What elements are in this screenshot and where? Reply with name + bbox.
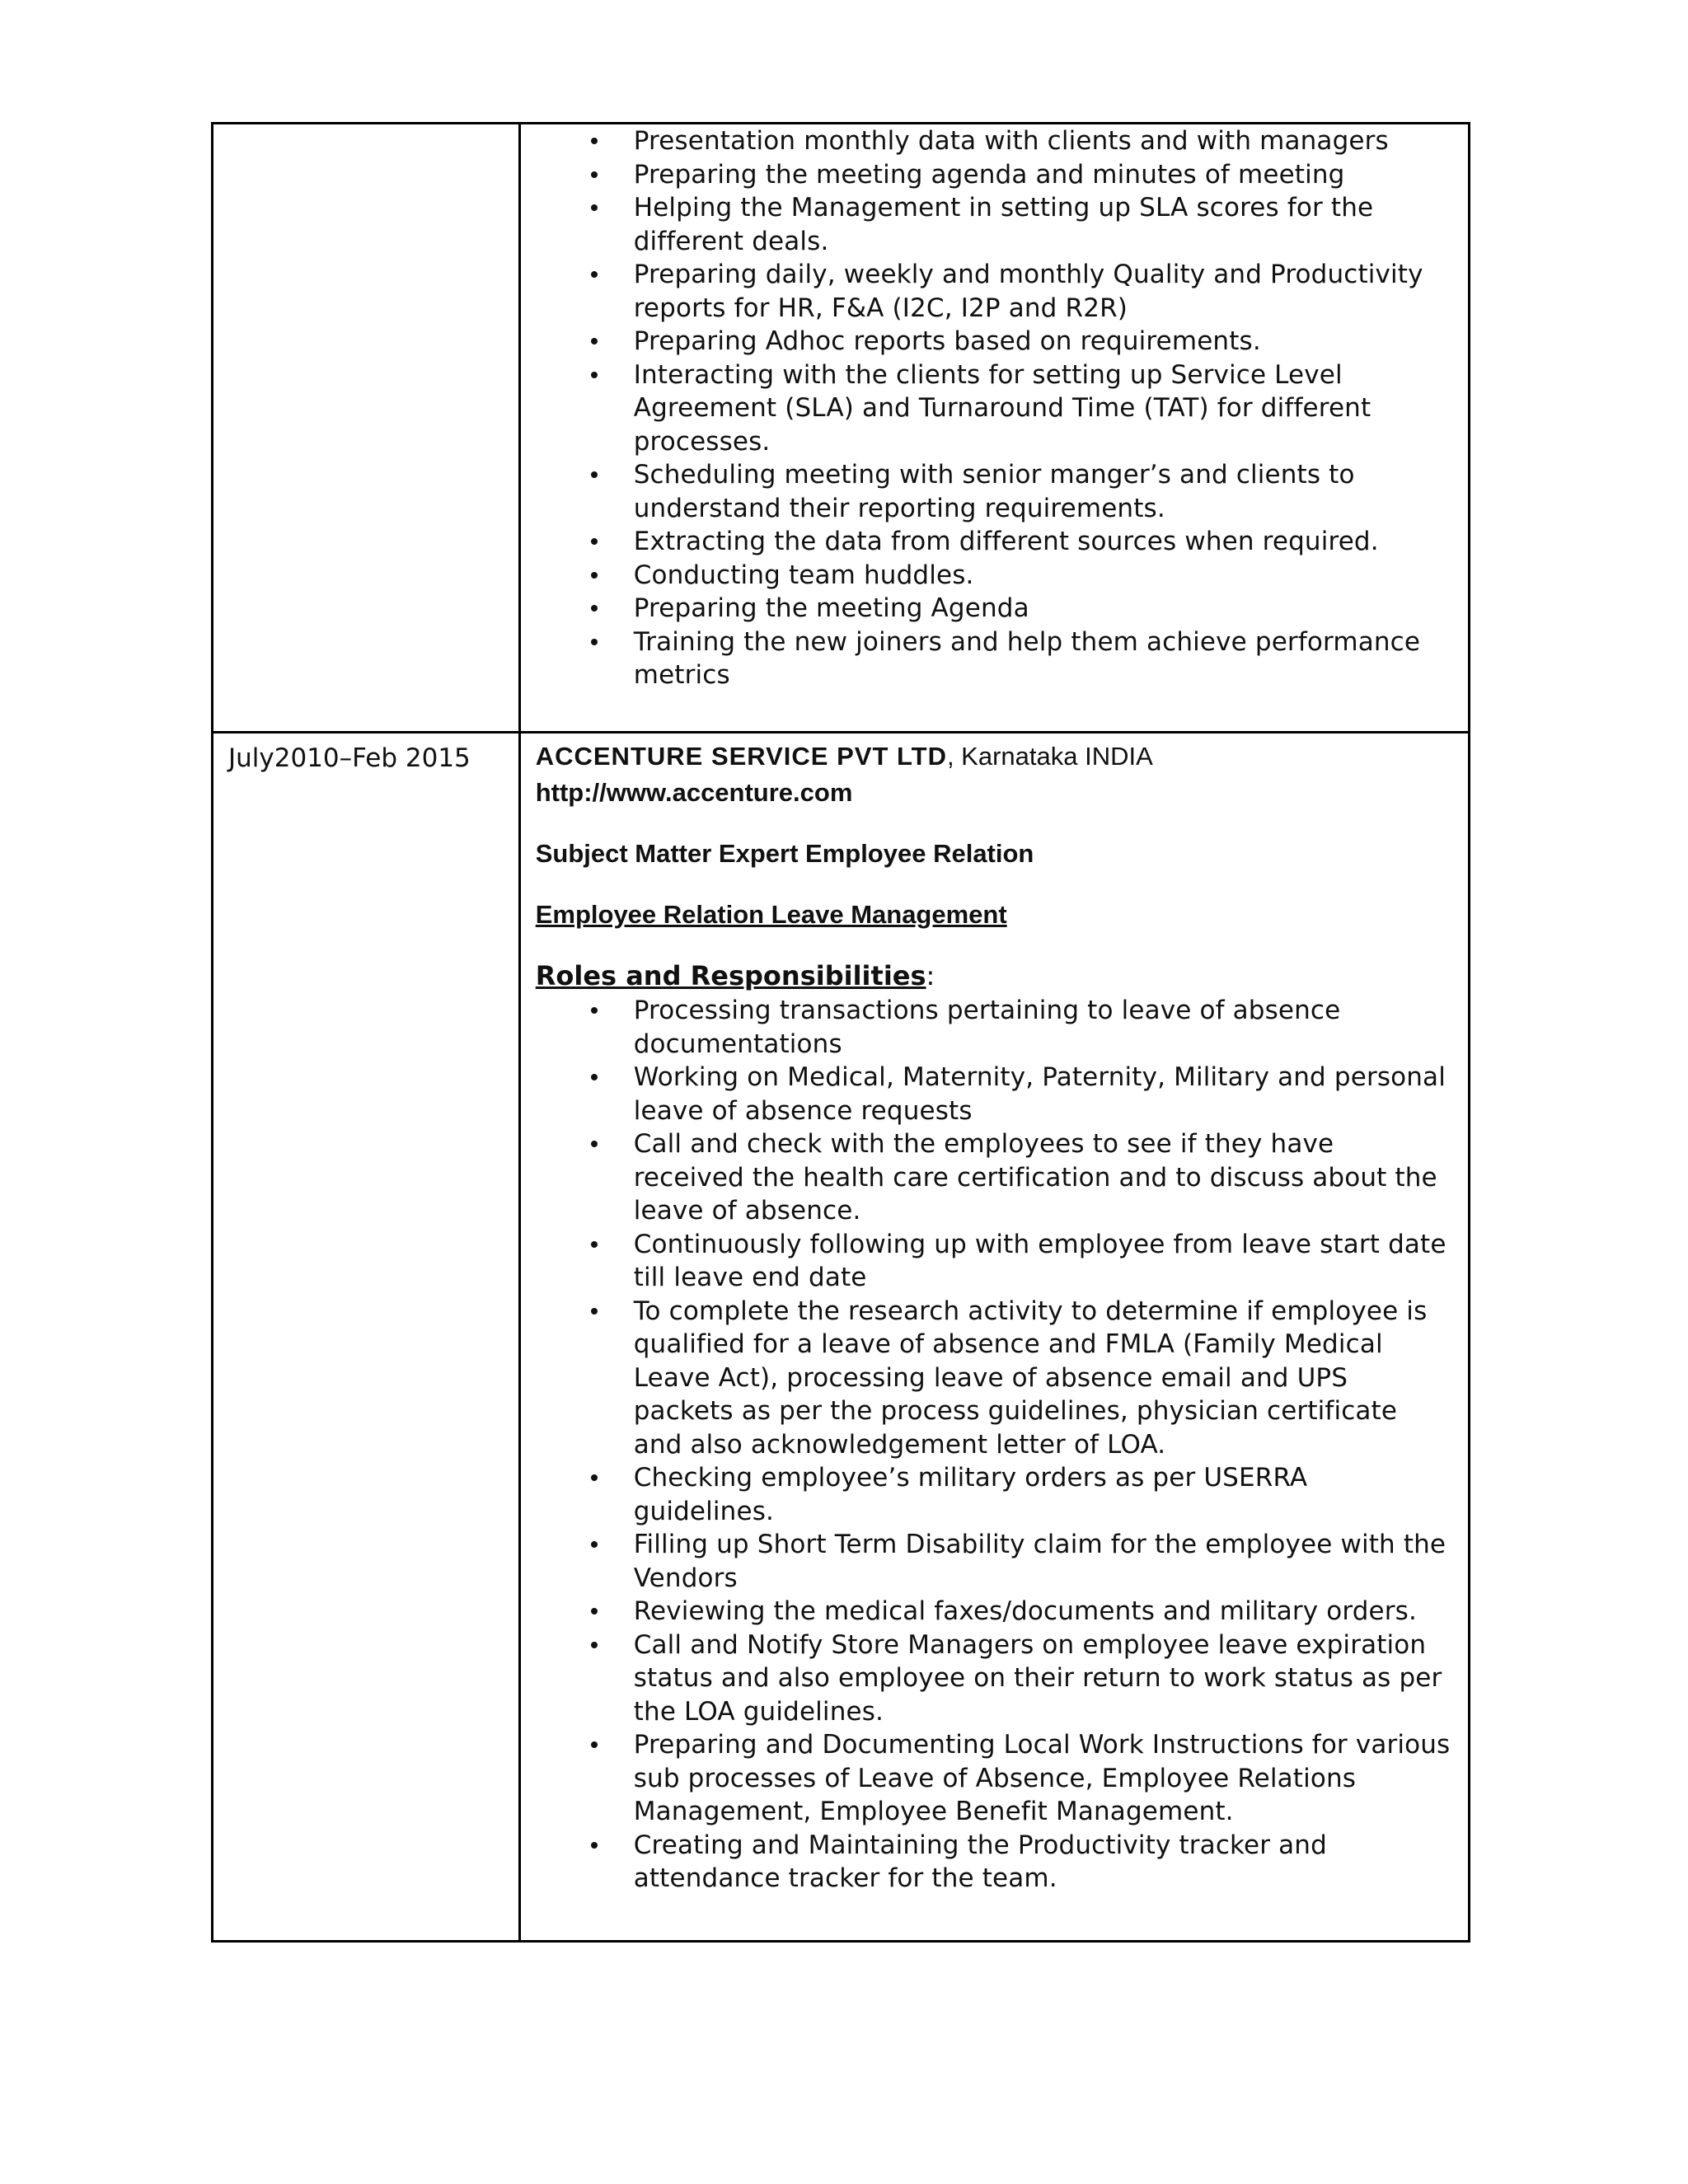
company-line xyxy=(536,738,1468,775)
responsibility-item: Call and check with the employees to see if they have received the health care certification and to discuss about the leave of absence. xyxy=(521,1127,1451,1228)
experience-table xyxy=(211,122,1470,1943)
responsibility-item: Preparing the meeting agenda and minutes of meeting xyxy=(521,158,1451,192)
roles-heading-text: Roles and Responsibilities xyxy=(535,960,926,991)
responsibility-item: Creating and Maintaining the Productivity tracker and attendance tracker for the team. xyxy=(521,1829,1451,1896)
job-title: Subject Matter Expert Employee Relation xyxy=(535,839,1034,868)
responsibility-item: Filling up Short Term Disability claim for the employee with the Vendors xyxy=(521,1528,1451,1595)
job-area: Employee Relation Leave Management xyxy=(535,900,1007,929)
responsibility-item: Continuously following up with employee from leave start date till leave end date xyxy=(521,1228,1451,1295)
date-cell xyxy=(213,733,520,1942)
responsibility-item: Working on Medical, Maternity, Paternity, Military and personal leave of absence requests xyxy=(521,1061,1451,1127)
responsibility-item: Processing transactions pertaining to leave of absence documentations xyxy=(521,994,1451,1061)
company-name: ACCENTURE SERVICE PVT LTD xyxy=(535,742,947,771)
responsibility-list xyxy=(521,994,1468,1896)
responsibility-item: Training the new joiners and help them achieve performance metrics xyxy=(521,626,1451,692)
company-url: http://www.accenture.com xyxy=(535,778,853,807)
roles-heading xyxy=(536,958,1468,994)
company-location: , Karnataka INDIA xyxy=(946,742,1153,771)
responsibility-item: Presentation monthly data with clients and with managers xyxy=(521,124,1451,158)
responsibility-item: Preparing the meeting Agenda xyxy=(521,592,1451,626)
responsibility-item: Preparing daily, weekly and monthly Quality and Productivity reports for HR, F&A (I2C, I2P and R2R) xyxy=(521,258,1451,325)
responsibility-item: Reviewing the medical faxes/documents and military orders. xyxy=(521,1595,1451,1629)
employer-block xyxy=(521,733,1468,994)
date-cell-empty xyxy=(213,124,520,733)
experience-row-previous xyxy=(213,124,1470,733)
responsibility-item: Scheduling meeting with senior manger’s and clients to understand their reporting requirements. xyxy=(521,458,1451,525)
date-range xyxy=(213,124,518,133)
responsibility-item: Checking employee’s military orders as per USERRA guidelines. xyxy=(521,1461,1451,1528)
responsibility-item: Extracting the data from different sources when required. xyxy=(521,525,1451,559)
responsibility-item: Interacting with the clients for setting up Service Level Agreement (SLA) and Turnaround Time (TAT) for different processes. xyxy=(521,359,1451,459)
responsibility-item: Preparing Adhoc reports based on requirements. xyxy=(521,325,1451,359)
roles-heading-colon: : xyxy=(926,960,935,991)
responsibility-item: Helping the Management in setting up SLA scores for the different deals. xyxy=(521,191,1451,258)
experience-row-accenture xyxy=(213,733,1470,1942)
responsibility-list xyxy=(521,124,1468,692)
description-cell xyxy=(519,124,1469,733)
responsibility-item: Call and Notify Store Managers on employee leave expiration status and also employee on their return to work status as per the LOA guidelines. xyxy=(521,1629,1451,1729)
responsibility-item: Conducting team huddles. xyxy=(521,559,1451,593)
date-range: July2010–Feb 2015 xyxy=(228,743,471,773)
responsibility-item: Preparing and Documenting Local Work Instructions for various sub processes of Leave of Absence, Employee Relations Management, Employee Benefit Management. xyxy=(521,1728,1451,1829)
responsibility-item: To complete the research activity to determine if employee is qualified for a leave of absence and FMLA (Family Medical Leave Act), processing leave of absence email and UPS packets as per the process guidelines, physician certificate and also acknowledgement letter of LOA. xyxy=(521,1295,1451,1462)
description-cell xyxy=(519,733,1469,1942)
